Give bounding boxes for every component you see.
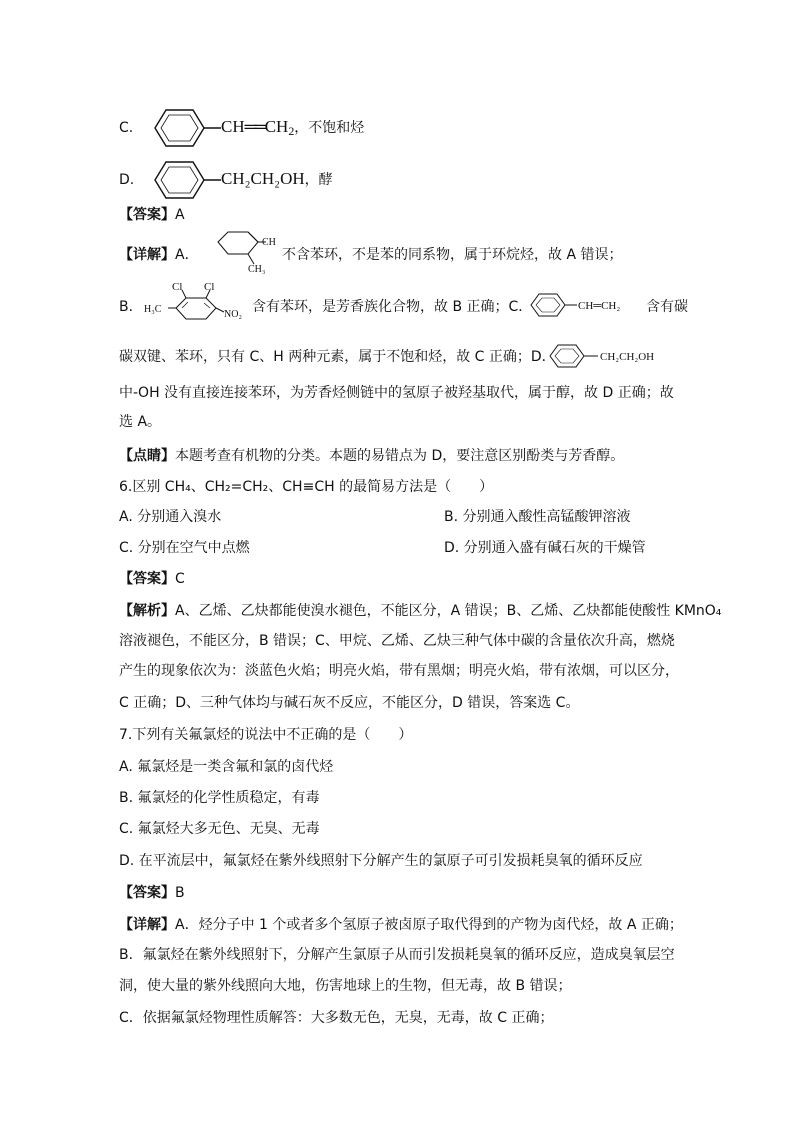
q7-stem: 7.下列有关氟氯烃的说法中不正确的是（ ）: [119, 727, 413, 743]
q6-analysis-3: 产生的现象依次为：淡蓝色火焰；明亮火焰，带有黑烟；明亮火焰，带有浓烟，可以区分，: [119, 663, 679, 679]
q7-option-c: C. 氟氯烃大多无色、无臭、无毒: [119, 821, 320, 837]
q6-option-d: D. 分别通入盛有碱石灰的干燥管: [444, 540, 646, 556]
q6-analysis-1: 【解析】A、乙烯、乙炔都能使溴水褪色，不能区分，A 错误；B、乙烯、乙炔都能使酸性 KMnO₄: [119, 603, 722, 619]
q5-detail-c-text: 含有碳: [646, 299, 688, 315]
q5-detail-line5: 选 A。: [119, 414, 162, 430]
q6-stem: 6.区别 CH₄、CH₂=CH₂、CH≡CH 的最简易方法是（ ）: [119, 479, 494, 495]
benzene-ring-icon: [143, 106, 223, 150]
q5-detail-a-text: 不含苯环，不是苯的同系物，属于环烷烃，故 A 错误；: [282, 247, 623, 263]
q7-detail-1: 【详解】A．烃分子中 1 个或者多个氢原子被卤原子取代得到的产物为卤代烃，故 A 正确；: [119, 917, 683, 933]
q7-option-a: A. 氟氯烃是一类含氟和氯的卤代烃: [119, 759, 334, 775]
svg-text:H₃C: H₃C: [144, 304, 162, 315]
option-d-letter: D.: [119, 172, 135, 188]
q6-analysis-2: 溶液褪色，不能区分，B 错误；C、甲烷、乙烯、乙炔三种气体中碳的含量依次升高，燃烧: [119, 633, 675, 649]
q5-detail-b-text: 含有苯环，是芳香族化合物，故 B 正确；C．: [252, 299, 533, 315]
dimethylcyclohexane-structure-icon: [214, 228, 280, 278]
phenylethanol-structure-icon: [546, 341, 686, 373]
svg-text:CH═CH₂: CH═CH₂: [578, 300, 621, 312]
q6-analysis-4: C 正确；D、三种气体均与碱石灰不反应，不能区分，D 错误，答案选 C。: [119, 695, 580, 711]
q5-detail-line3: 碳双键、苯环，只有 C、H 两种元素，属于不饱和烃，故 C 正确；D．: [119, 349, 556, 365]
option-c-formula: $CH══CH_2$，不饱和烃: [221, 117, 365, 138]
benzene-ring-icon: [143, 158, 223, 202]
q7-detail-4: C．依据氟氯烃物理性质解答：大多数无色，无臭，无毒，故 C 正确；: [119, 1010, 554, 1026]
svg-text:Cl: Cl: [172, 281, 183, 293]
q6-option-a: A. 分别通入溴水: [119, 509, 222, 525]
q7-detail-3: 洞，使大量的紫外线照向大地，伤害地球上的生物，但无毒，故 B 错误；: [119, 978, 572, 994]
svg-text:CH₂CH₂OH: CH₂CH₂OH: [600, 351, 655, 363]
q7-option-b: B. 氟氯烃的化学性质稳定，有毒: [119, 790, 320, 806]
q5-detail-a-lead: 【详解】A．: [119, 247, 199, 263]
q5-detail-line4: 中-OH 没有直接连接苯环，为芳香烃侧链中的氢原子被羟基取代，属于醇，故 D 正确；故: [119, 385, 674, 401]
q7-option-d: D. 在平流层中，氟氯烃在紫外线照射下分解产生的氯原子可引发损耗臭氧的循环反应: [119, 853, 643, 869]
svg-text:Cl: Cl: [204, 281, 215, 293]
q5-detail-b-lead: B．: [119, 299, 143, 315]
q7-answer: 【答案】B: [119, 885, 185, 901]
option-c-letter: C.: [119, 120, 134, 136]
q5-comment: 【点睛】本题考查有机物的分类。本题的易错点为 D，要注意区别酚类与芳香醇。: [119, 448, 625, 464]
styrene-structure-icon: [527, 289, 647, 323]
q6-answer: 【答案】C: [119, 571, 185, 587]
q5-answer: 【答案】A: [119, 207, 185, 223]
q7-detail-2: B．氟氯烃在紫外线照射下，分解产生氯原子从而引发损耗臭氧的循环反应，造成臭氧层空: [119, 947, 675, 963]
svg-text:CH: CH: [262, 237, 276, 248]
svg-text:NO₂: NO₂: [224, 309, 242, 320]
q6-option-b: B. 分别通入酸性高锰酸钾溶液: [444, 509, 631, 525]
q6-option-c: C. 分别在空气中点燃: [119, 540, 250, 556]
dichloronitrotoluene-structure-icon: [140, 282, 252, 330]
option-d-formula: CH₂CH₂OH，酵: [221, 169, 333, 188]
svg-text:CH₃: CH₃: [248, 264, 266, 275]
